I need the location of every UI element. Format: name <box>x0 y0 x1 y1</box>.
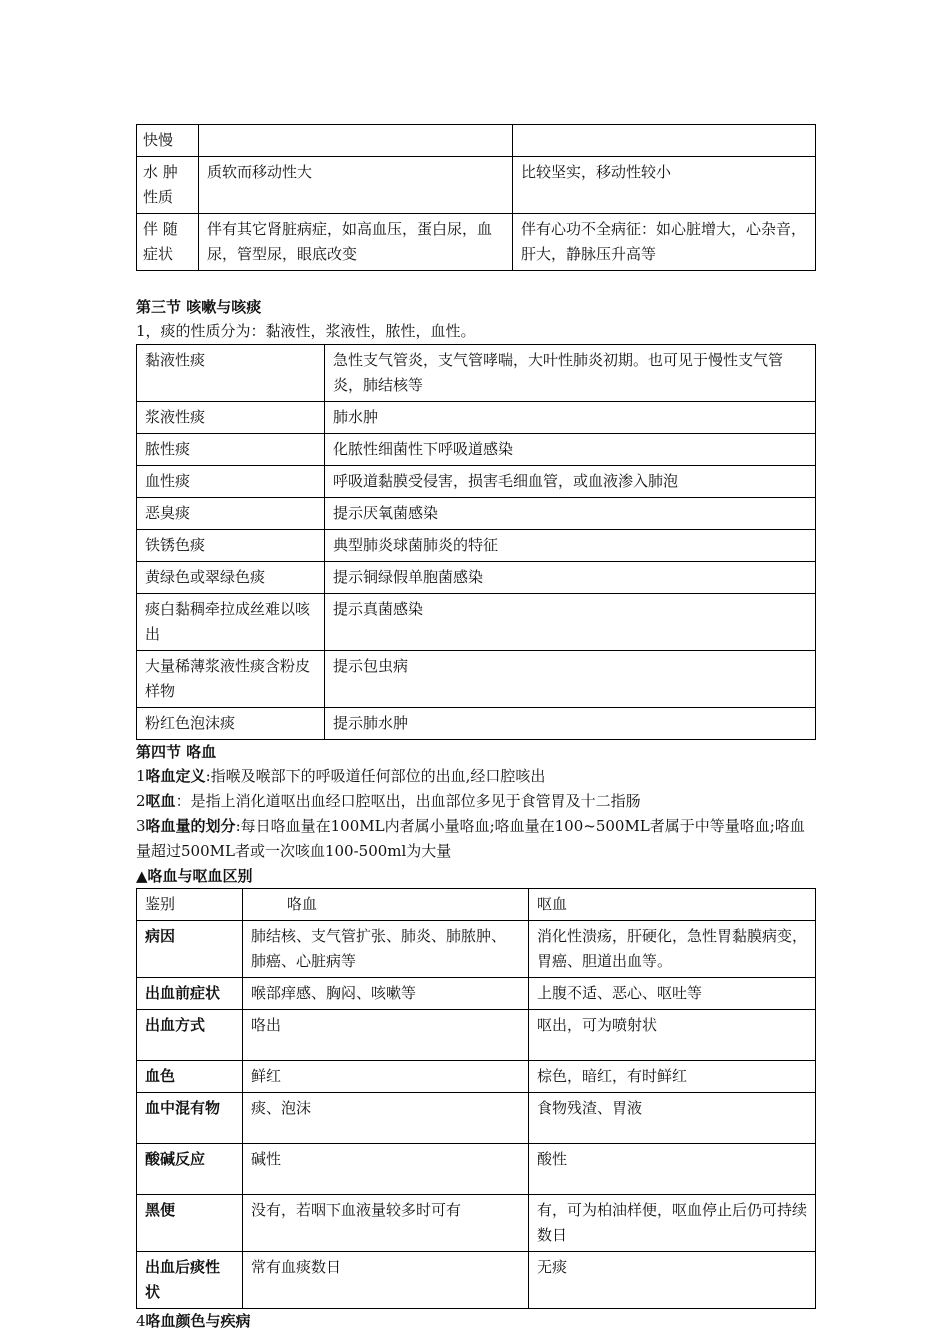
table-row <box>137 434 816 466</box>
hemoptysis-hematemesis-table <box>136 888 816 1309</box>
table-cell: 碱性 <box>243 1144 529 1195</box>
table-cell: 无痰 <box>529 1252 816 1309</box>
table-cell: 血性痰 <box>137 466 325 498</box>
table-row <box>137 498 816 530</box>
section-3-title: 第三节 咳嗽与咳痰 <box>136 298 262 316</box>
table-cell: 比较坚实，移动性较小 <box>513 157 816 214</box>
table-cell: 提示真菌感染 <box>325 594 816 651</box>
table-row <box>137 125 816 157</box>
table-cell: 质软而移动性大 <box>199 157 513 214</box>
row-label: 出血后痰性状 <box>137 1252 243 1309</box>
definition-text: ：是指上消化道呕出血经口腔呕出，出血部位多见于食管胃及十二指肠 <box>175 792 641 810</box>
table-cell: 消化性溃疡，肝硬化，急性胃黏膜病变，胃癌、胆道出血等。 <box>529 921 816 978</box>
table-row <box>137 402 816 434</box>
item-number: 1 <box>136 767 146 785</box>
table-cell: 黄绿色或翠绿色痰 <box>137 562 325 594</box>
term: 咯血量的划分 <box>145 817 236 835</box>
table-cell: 有，可为柏油样便，呕血停止后仍可持续数日 <box>529 1195 816 1252</box>
table-row <box>137 978 816 1010</box>
edema-comparison-table <box>136 124 816 271</box>
table-cell: 提示铜绿假单胞菌感染 <box>325 562 816 594</box>
table-cell: 酸性 <box>529 1144 816 1195</box>
term: 咯血定义 <box>145 767 206 785</box>
hemoptysis-definition <box>136 764 816 789</box>
table-row <box>137 708 816 740</box>
table-cell: 常有血痰数日 <box>243 1252 529 1309</box>
table-row <box>137 345 816 402</box>
table-cell: 咯出 <box>243 1010 529 1061</box>
document-page <box>136 124 816 1334</box>
table-cell: 提示厌氧菌感染 <box>325 498 816 530</box>
hemoptysis-color-heading <box>136 1309 816 1334</box>
table-row <box>137 157 816 214</box>
table-cell: 黏液性痰 <box>137 345 325 402</box>
table-cell: 没有，若咽下血液量较多时可有 <box>243 1195 529 1252</box>
table-row <box>137 530 816 562</box>
table-cell: 肺结核、支气管扩张、肺炎、肺脓肿、肺癌、心脏病等 <box>243 921 529 978</box>
term: 呕血 <box>145 792 176 810</box>
header-cell: 呕血 <box>529 889 816 921</box>
hematemesis-definition <box>136 789 816 814</box>
row-label: 出血前症状 <box>137 978 243 1010</box>
table-cell: 典型肺炎球菌肺炎的特征 <box>325 530 816 562</box>
table-cell: 急性支气管炎，支气管哮喘，大叶性肺炎初期。也可见于慢性支气管炎，肺结核等 <box>325 345 816 402</box>
table-cell: 水 肿性质 <box>137 157 199 214</box>
row-label: 血色 <box>137 1061 243 1093</box>
table-cell: 伴 随症状 <box>137 214 199 271</box>
table-cell: 提示肺水肿 <box>325 708 816 740</box>
table-cell <box>513 125 816 157</box>
table-cell: 痰、泡沫 <box>243 1093 529 1144</box>
table-cell <box>199 125 513 157</box>
table-cell: 痰白黏稠牵拉成丝难以咳出 <box>137 594 325 651</box>
row-label: 出血方式 <box>137 1010 243 1061</box>
table-row <box>137 1061 816 1093</box>
table-row <box>137 562 816 594</box>
row-label: 病因 <box>137 921 243 978</box>
table-cell: 棕色，暗红，有时鲜红 <box>529 1061 816 1093</box>
table-cell: 浆液性痰 <box>137 402 325 434</box>
definition-text: :每日咯血量在100ML内者属小量咯血;咯血量在100~500ML者属于中等量咯血;咯血量超过500ML者或一次咳血100-500ml为大量 <box>136 817 805 860</box>
table-cell: 脓性痰 <box>137 434 325 466</box>
table-cell: 提示包虫病 <box>325 651 816 708</box>
header-cell: 鉴别 <box>137 889 243 921</box>
sputum-intro: 1，痰的性质分为：黏液性，浆液性，脓性，血性。 <box>136 322 476 340</box>
table-cell: 伴有其它肾脏病症，如高血压，蛋白尿，血尿，管型尿，眼底改变 <box>199 214 513 271</box>
table-cell: 恶臭痰 <box>137 498 325 530</box>
table-cell: 化脓性细菌性下呼吸道感染 <box>325 434 816 466</box>
table-row <box>137 1010 816 1061</box>
table-cell: 铁锈色痰 <box>137 530 325 562</box>
table-header-row <box>137 889 816 921</box>
table-cell: 喉部痒感、胸闷、咳嗽等 <box>243 978 529 1010</box>
term: 咯血颜色与疾病 <box>145 1312 251 1330</box>
table-row <box>137 1144 816 1195</box>
section-4-title: 第四节 咯血 <box>136 743 217 761</box>
table-cell: 粉红色泡沫痰 <box>137 708 325 740</box>
sputum-table <box>136 344 816 740</box>
header-cell: 咯血 <box>243 889 529 921</box>
row-label: 黑便 <box>137 1195 243 1252</box>
table-cell: 鲜红 <box>243 1061 529 1093</box>
table-row <box>137 1093 816 1144</box>
hemoptysis-volume <box>136 814 816 864</box>
table-cell: 呼吸道黏膜受侵害，损害毛细血管，或血液渗入肺泡 <box>325 466 816 498</box>
item-number: 2 <box>136 792 146 810</box>
row-label: 血中混有物 <box>137 1093 243 1144</box>
row-label: 酸碱反应 <box>137 1144 243 1195</box>
table-cell: 食物残渣、胃液 <box>529 1093 816 1144</box>
table-cell: 上腹不适、恶心、呕吐等 <box>529 978 816 1010</box>
table-row <box>137 1252 816 1309</box>
definition-text: :指喉及喉部下的呼吸道任何部位的出血,经口腔咳出 <box>205 767 546 785</box>
table-row <box>137 594 816 651</box>
table-row <box>137 921 816 978</box>
item-number: 3 <box>136 817 146 835</box>
table-row <box>137 466 816 498</box>
table-cell: 伴有心功不全病征：如心脏增大，心杂音，肝大，静脉压升高等 <box>513 214 816 271</box>
table-cell: 肺水肿 <box>325 402 816 434</box>
table-cell: 快慢 <box>137 125 199 157</box>
table-row <box>137 1195 816 1252</box>
item-number: 4 <box>136 1312 146 1330</box>
table-row <box>137 214 816 271</box>
table-cell: 大量稀薄浆液性痰含粉皮样物 <box>137 651 325 708</box>
table-cell: 呕出，可为喷射状 <box>529 1010 816 1061</box>
difference-title: ▲咯血与呕血区别 <box>136 867 253 885</box>
table-row <box>137 651 816 708</box>
